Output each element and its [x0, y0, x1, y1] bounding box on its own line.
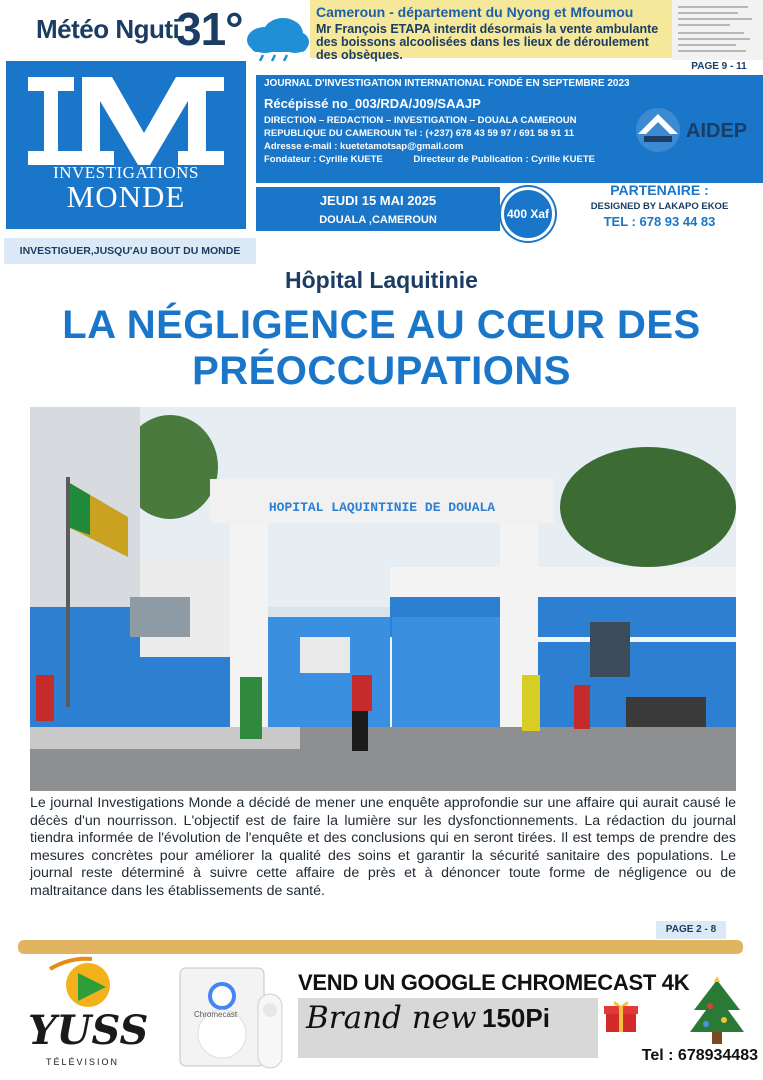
price-badge: 400 Xaf	[501, 187, 555, 241]
ad-tagline: Brand new	[306, 1000, 477, 1036]
partner-title: PARTENAIRE :	[610, 182, 709, 198]
slogan: INVESTIGUER,JUSQU'AU BOUT DU MONDE	[4, 238, 256, 264]
im-monogram-logo	[28, 77, 224, 167]
flash-news-title: Cameroun - département du Nyong et Mfoumou	[316, 4, 634, 20]
weather-temperature: 31°	[176, 3, 243, 55]
yuss-brand: YUSS	[28, 1007, 149, 1054]
rain-cloud-icon	[243, 14, 311, 62]
ad-divider-bar	[18, 940, 743, 954]
ad-price: 150Pi	[482, 1003, 550, 1033]
edition-location: DOUALA ,CAMEROUN	[319, 214, 437, 226]
registration-number: Récépissé no_003/RDA/J09/SAAJP	[264, 96, 481, 111]
story-kicker: Hôpital Laquitinie	[285, 267, 478, 293]
designer-credit: DESIGNED BY LAKAPO EKOE	[590, 201, 729, 212]
flash-news-text: Mr François ETAPA interdit désormais la vente ambulante des boissons alcoolisées dans les lieux de déroulement des obsèques.	[316, 22, 659, 62]
article-body: Le journal Investigations Monde a décidé de mener une enquête approfondie sur une affaire qui aurait causé le décès d'un nourrisson. L'objectif est de faire la lumière sur les dysfonctionnements. La rédaction du journal tiendra informée de l'évolution de l'enquête et des conclusions qui en seront tirées. Il est temps de prendre des mesures concrètes pour améliorer la qualité des soins et garantir la sécurité sanitaire des populations. Le journal reste déterminé à suivre cette affaire de près et à dénoncer toute forme de négligence ou de maltraitance dans les établissements de santé.	[30, 795, 736, 899]
story-page-reference: PAGE 2 - 8	[656, 921, 726, 939]
product-box-label: Chromecast	[194, 1010, 238, 1019]
founder-line: Fondateur : Cyrille KUETE	[264, 154, 383, 165]
logo-line-2: MONDE	[66, 179, 186, 214]
flash-page-reference: PAGE 9 - 11	[684, 60, 754, 74]
remote-control-image	[246, 990, 294, 1070]
email-line[interactable]: Adresse e-mail : kuetetamotsap@gmail.com	[264, 141, 464, 152]
logo-line-1: INVESTIGATIONS	[53, 163, 199, 182]
hospital-photo[interactable]	[30, 407, 736, 791]
masthead-logo[interactable]	[6, 61, 246, 229]
partner-box	[556, 182, 763, 234]
yuss-brand-sub: TÉLÉVISION	[46, 1057, 120, 1067]
direction-line: DIRECTION – REDACTION – INVESTIGATION – DOUALA CAMEROUN	[264, 115, 577, 126]
inner-page-thumbnail	[672, 0, 763, 60]
director-line: Directeur de Publication : Cyrille KUETE	[413, 154, 596, 165]
aidep-logo-text: AIDEP	[686, 120, 748, 142]
edition-date: JEUDI 15 MAI 2025	[319, 193, 437, 208]
gift-box-icon	[604, 998, 638, 1034]
yuss-tv-logo[interactable]	[10, 955, 170, 1075]
ad-headline: VEND UN GOOGLE CHROMECAST 4K	[298, 970, 690, 995]
hospital-gate-illustration	[30, 407, 736, 791]
journal-description: JOURNAL D'INVESTIGATION INTERNATIONAL FONDÉ EN SEPTEMBRE 2023	[264, 78, 630, 89]
christmas-tree-icon	[684, 976, 750, 1052]
gate-sign-text: HOPITAL LAQUINTINIE DE DOUALA	[268, 500, 496, 515]
story-headline: LA NÉGLIGENCE AU CŒUR DES PRÉOCCUPATIONS	[62, 303, 701, 393]
partner-phone[interactable]: TEL : 678 93 44 83	[603, 214, 716, 229]
edition-date-box	[256, 187, 500, 231]
ad-phone[interactable]: Tel : 678934483	[641, 1047, 758, 1064]
aidep-partner-logo[interactable]	[630, 100, 754, 160]
weather-label: Météo Nguti	[36, 14, 180, 44]
republic-phone-line: REPUBLIQUE DU CAMEROUN Tel : (+237) 678 43 59 97 / 691 58 91 11	[264, 128, 575, 139]
flash-news-box[interactable]	[310, 0, 672, 62]
